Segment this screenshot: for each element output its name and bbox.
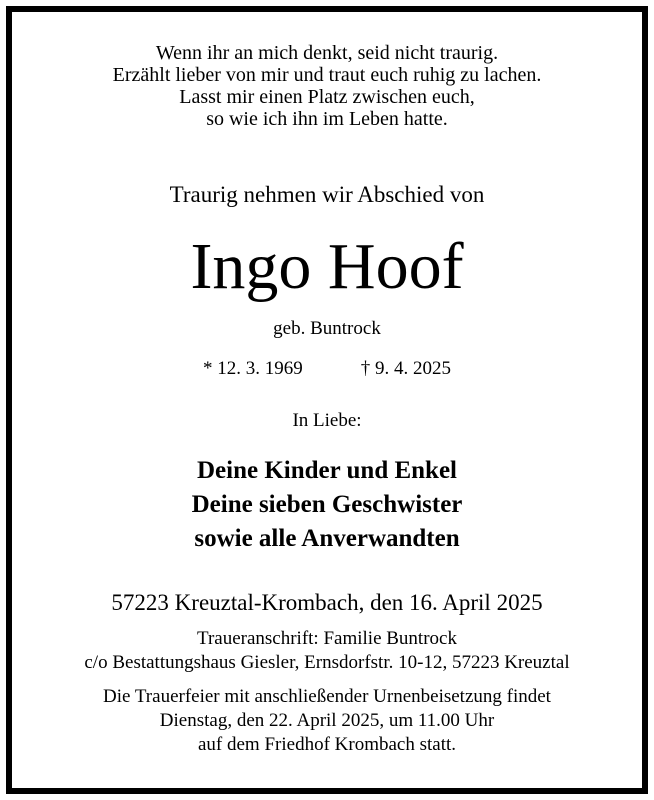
obituary-frame bbox=[6, 6, 648, 794]
birth-name: geb. Buntrock bbox=[273, 318, 381, 339]
family-line-2: Deine sieben Geschwister bbox=[191, 491, 463, 518]
address-line-2: c/o Bestattungshaus Giesler, Ernsdorfstr. 10-12, 57223 Kreuztal bbox=[84, 652, 570, 673]
family-line-3: sowie alle Anverwandten bbox=[194, 525, 460, 552]
birth-date: * 12. 3. 1969 bbox=[203, 358, 303, 379]
ceremony-line-1: Die Trauerfeier mit anschließender Urnenbeisetzung findet bbox=[103, 686, 551, 707]
family-line-1: Deine Kinder und Enkel bbox=[196, 457, 458, 484]
deceased-name: Ingo Hoof bbox=[190, 230, 464, 303]
obituary-content bbox=[12, 12, 642, 788]
in-love-label: In Liebe: bbox=[292, 410, 362, 431]
poem-line-1: Wenn ihr an mich denkt, seid nicht traurig. bbox=[155, 42, 499, 64]
poem-line-4: so wie ich ihn im Leben hatte. bbox=[206, 108, 448, 130]
place-date: 57223 Kreuztal-Krombach, den 16. April 2025 bbox=[111, 590, 543, 615]
address-line-1: Traueranschrift: Familie Buntrock bbox=[197, 628, 457, 649]
death-date: † 9. 4. 2025 bbox=[360, 358, 451, 379]
life-dates bbox=[12, 358, 642, 380]
poem-line-3: Lasst mir einen Platz zwischen euch, bbox=[179, 86, 475, 108]
ceremony-line-2: Dienstag, den 22. April 2025, um 11.00 Uhr bbox=[159, 710, 495, 731]
ceremony-line-3: auf dem Friedhof Krombach statt. bbox=[197, 734, 456, 755]
intro-text: Traurig nehmen wir Abschied von bbox=[169, 182, 485, 207]
poem-line-2: Erzählt lieber von mir und traut euch ruhig zu lachen. bbox=[112, 64, 542, 86]
